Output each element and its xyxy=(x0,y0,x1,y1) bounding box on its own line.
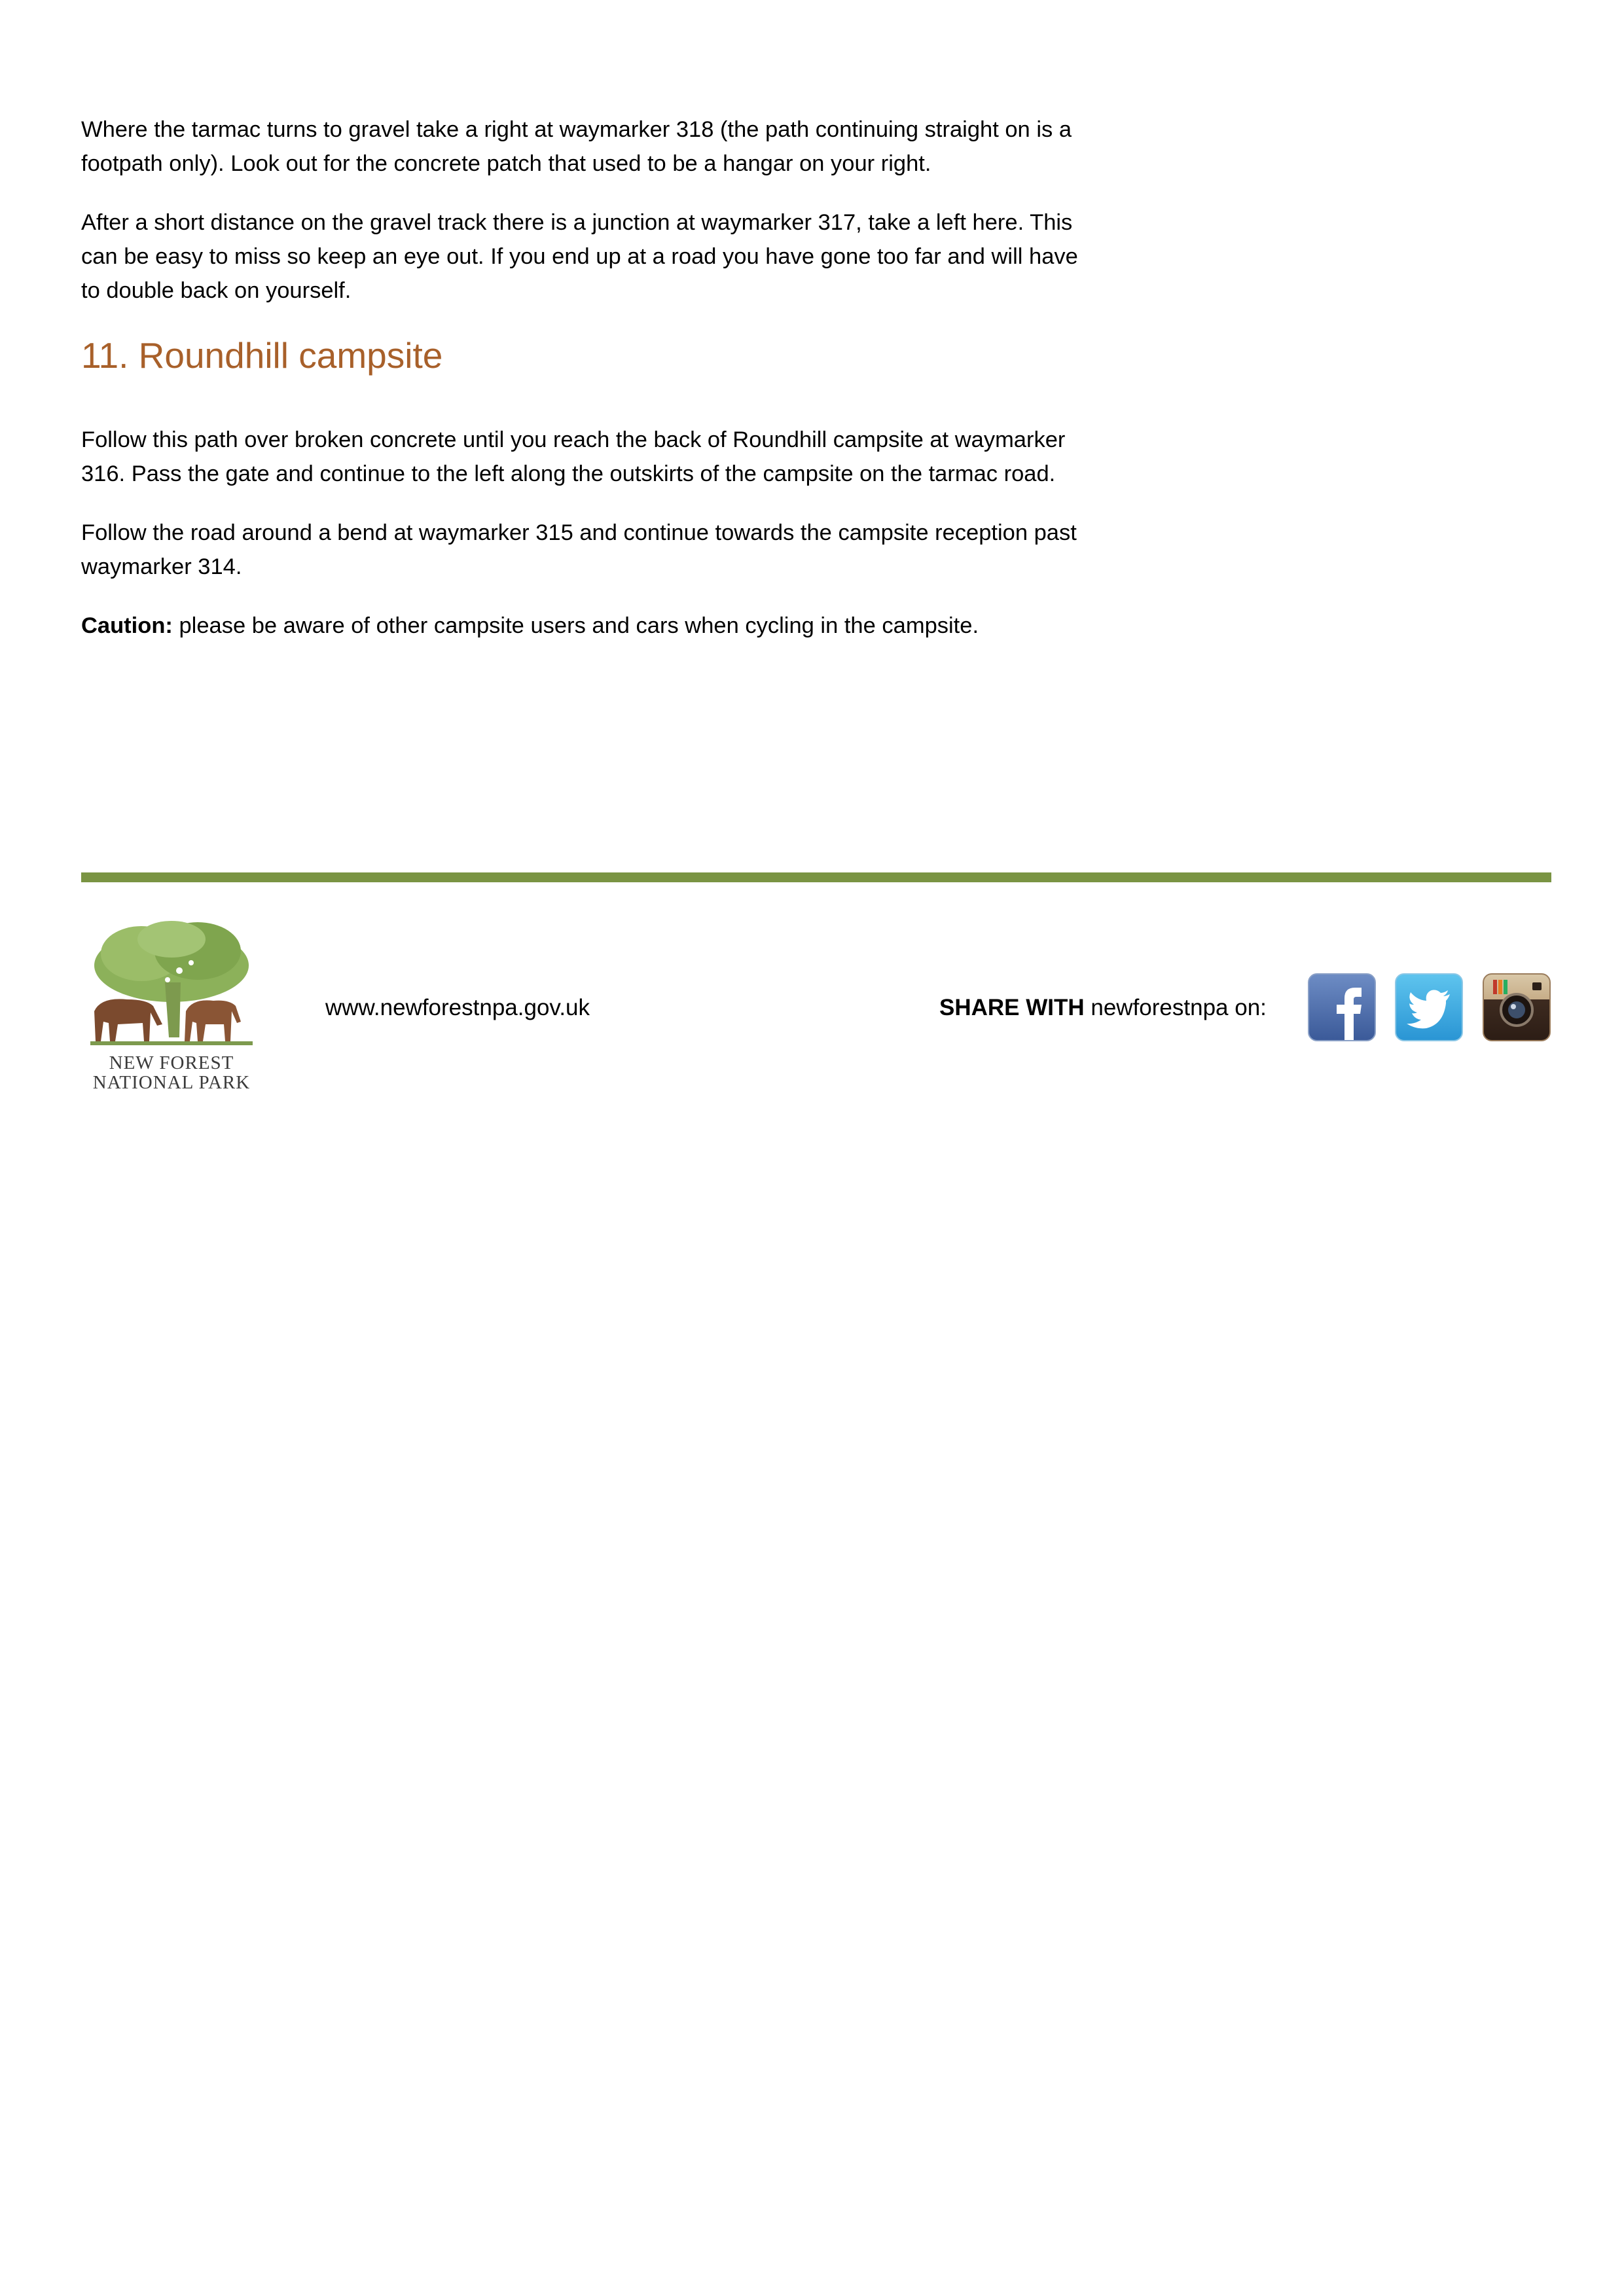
caution-paragraph xyxy=(81,609,1102,643)
caution-text: please be aware of other campsite users and cars when cycling in the campsite. xyxy=(172,613,979,638)
facebook-icon[interactable] xyxy=(1308,973,1376,1041)
tree-and-ponies-icon xyxy=(81,920,262,1050)
share-bold-text: SHARE WITH xyxy=(939,995,1085,1020)
footer-divider xyxy=(81,872,1551,882)
section-heading: 11. Roundhill campsite xyxy=(81,335,443,376)
caution-label: Caution: xyxy=(81,613,173,638)
instagram-icon[interactable] xyxy=(1483,973,1551,1041)
new-forest-logo[interactable] xyxy=(81,920,262,1093)
share-label xyxy=(939,994,1267,1022)
logo-line-1: NEW FOREST xyxy=(109,1052,234,1073)
paragraph-waymarker-317: After a short distance on the gravel track there is a junction at waymarker 317, take a left here. This can be easy to miss so keep an eye out. If you end up at a road you have gone too far and will have to double back on yourself. xyxy=(81,210,1078,303)
twitter-icon[interactable] xyxy=(1395,973,1463,1041)
paragraph-waymarker-318: Where the tarmac turns to gravel take a right at waymarker 318 (the path continuing straight on is a footpath only). Look out for the concrete patch that used to be a hangar on your right. xyxy=(81,117,1072,176)
website-link[interactable]: www.newforestnpa.gov.uk xyxy=(325,995,590,1020)
paragraph-waymarker-315: Follow the road around a bend at waymarker 315 and continue towards the campsite reception past waymarker 314. xyxy=(81,520,1077,579)
logo-line-2: NATIONAL PARK xyxy=(92,1072,251,1093)
page-content xyxy=(81,113,1102,668)
share-text: newforestnpa on: xyxy=(1084,995,1267,1020)
logo-text xyxy=(81,1053,262,1092)
paragraph-waymarker-316: Follow this path over broken concrete until you reach the back of Roundhill campsite at waymarker 316. Pass the gate and continue to the left along the outskirts of the campsite on the tarmac road. xyxy=(81,427,1066,486)
